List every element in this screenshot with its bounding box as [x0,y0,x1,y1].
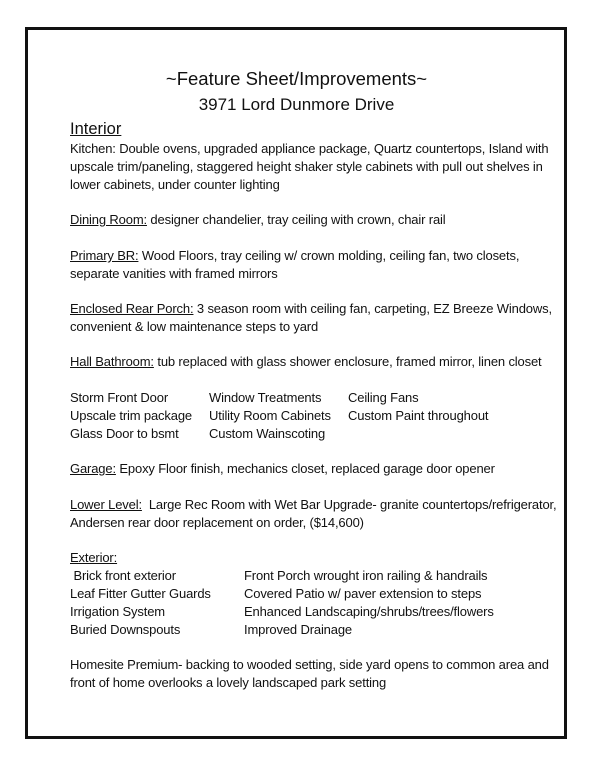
property-address: 3971 Lord Dunmore Drive [198,95,395,114]
hall-label: Hall Bathroom: [70,354,154,369]
homesite-line-2: front of home overlooks a lovely landscaped park setting [70,675,387,690]
homesite-line-1 [70,656,549,674]
kitchen-line-1 [70,140,548,158]
page-title: ~Feature Sheet/Improvements~ [165,68,428,89]
exterior-item: Brick front exterior [70,568,176,583]
feature-item: Utility Room Cabinets [209,408,331,423]
feature-item: Custom Wainscoting [209,426,326,441]
porch-line-1 [70,300,552,318]
lower-text: Large Rec Room with Wet Bar Upgrade- granite countertops/refrigerator, [141,497,557,512]
lower-line-1 [70,496,556,514]
feature-item: Window Treatments [209,390,322,405]
garage-line [70,460,495,478]
homesite-label: Homesite Premium [70,657,179,672]
homesite-text: - backing to wooded setting, side yard opens to common area and [178,657,549,672]
kitchen-line-3: lower cabinets, under counter lighting [70,177,280,192]
dining-text: designer chandelier, tray ceiling with crown, chair rail [146,212,446,227]
primary-label: Primary BR: [70,248,139,263]
primary-line-1 [70,247,519,265]
kitchen-line-2: upscale trim/paneling, staggered height shaker style cabinets with pull out shelves in [70,159,543,174]
exterior-item: Enhanced Landscaping/shrubs/trees/flowers [244,604,494,619]
hall-line [70,353,542,371]
dining-label: Dining Room: [70,212,147,227]
porch-line-2: convenient & low maintenance steps to yard [70,319,319,334]
exterior-item: Front Porch wrought iron railing & handrails [244,568,488,583]
exterior-item: Covered Patio w/ paver extension to steps [244,586,482,601]
feature-item: Storm Front Door [70,390,169,405]
primary-line-2: separate vanities with framed mirrors [70,266,278,281]
exterior-item: Improved Drainage [244,622,353,637]
garage-label: Garage: [70,461,116,476]
feature-item: Upscale trim package [70,408,192,423]
lower-label: Lower Level: [70,497,142,512]
dining-line [70,211,446,229]
feature-item: Ceiling Fans [348,390,419,405]
kitchen-label: Kitchen: [70,141,116,156]
exterior-item: Leaf Fitter Gutter Guards [70,586,211,601]
exterior-item: Buried Downspouts [70,622,181,637]
kitchen-text: Double ovens, upgraded appliance package, Quartz countertops, Island with [115,141,549,156]
interior-heading: Interior [70,120,122,138]
exterior-label: Exterior: [70,550,118,565]
primary-text: Wood Floors, tray ceiling w/ crown molding, ceiling fan, two closets, [138,248,520,263]
garage-text: Epoxy Floor finish, mechanics closet, replaced garage door opener [115,461,495,476]
porch-label: Enclosed Rear Porch: [70,301,194,316]
porch-text: 3 season room with ceiling fan, carpeting, EZ Breeze Windows, [193,301,552,316]
hall-text: tub replaced with glass shower enclosure, framed mirror, linen closet [153,354,542,369]
exterior-item: Irrigation System [70,604,165,619]
feature-item: Glass Door to bsmt [70,426,179,441]
lower-line-2: Andersen rear door replacement on order, ($14,600) [70,515,364,530]
feature-item: Custom Paint throughout [348,408,489,423]
